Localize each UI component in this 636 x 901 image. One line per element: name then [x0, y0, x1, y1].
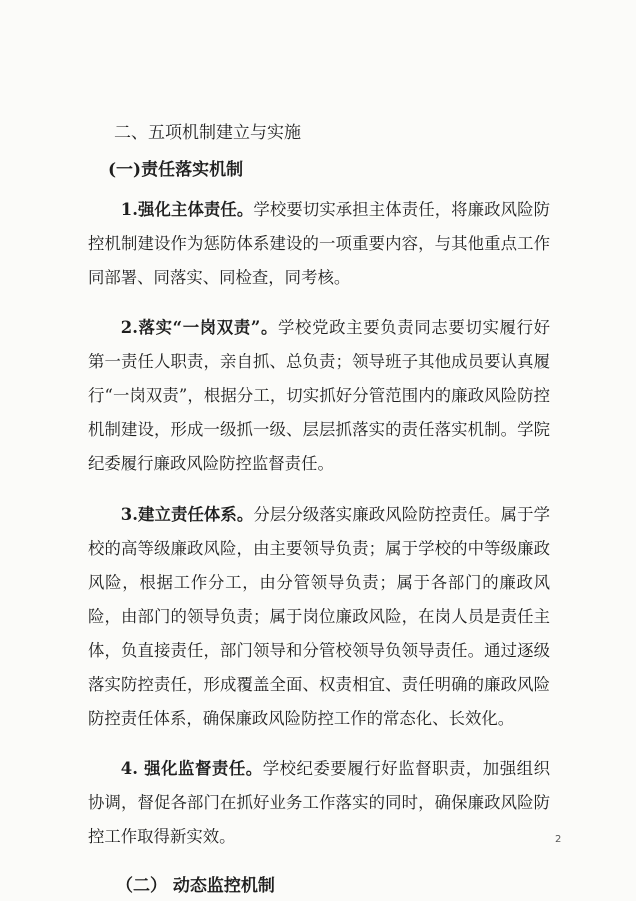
document-body — [88, 118, 550, 901]
paragraph-4-body: 学校纪委要履行好监督职责，加强组织协调，督促各部门在抓好业务工作落实的同时，确保廉政风险防控工作取得新实效。 — [88, 759, 550, 847]
subsection-heading-monitoring: （二） 动态监控机制 — [116, 875, 275, 896]
paragraph-4 — [88, 752, 550, 854]
page-number: 2 — [555, 834, 562, 845]
paragraph-1-lead: 1.强化主体责任。 — [120, 200, 254, 219]
paragraph-3 — [88, 498, 550, 736]
paragraph-4-lead: 4. 强化监督责任。 — [120, 759, 263, 779]
paragraph-3-body: 分层分级落实廉政风险防控责任。属于学校的高等级廉政风险，由主要领导负责；属于学校的中等级廉政风险，根据工作分工，由分管领导负责；属于各部门的廉政风险，由部门的领导负责；属于岗位廉政风险，在岗人员是责任主体，负直接责任，部门领导和分管校领导负领导责任。通过逐级落实防控责任，形成覆盖全面、权责相宜、责任明确的廉政风险防控责任体系，确保廉政风险防控工作的常态化、长效化。 — [88, 504, 550, 728]
paragraph-2-body: 学校党政主要负责同志要切实履行好第一责任人职责，亲自抓、总负责；领导班子其他成员要认真履行“一岗双责”，根据分工，切实抓好分管范围内的廉政风险防控机制建设，形成一级抓一级、层层抓落实的责任落实机制。学院纪委履行廉政风险防控监督责任。 — [88, 318, 550, 474]
paragraph-2 — [88, 311, 550, 481]
paragraph-3-lead: 3.建立责任体系。 — [120, 504, 254, 524]
paragraph-1-body: 学校要切实承担主体责任，将廉政风险防控机制建设作为惩防体系建设的一项重要内容，与其他重点工作同部署、同落实、同检查，同考核。 — [88, 200, 550, 287]
subsection-heading-responsibility: (一)责任落实机制 — [108, 160, 244, 180]
paragraph-1 — [88, 193, 550, 295]
paragraph-2-lead: 2.落实“一岗双责”。 — [120, 318, 278, 338]
section-heading: 二、五项机制建立与实施 — [114, 123, 301, 143]
